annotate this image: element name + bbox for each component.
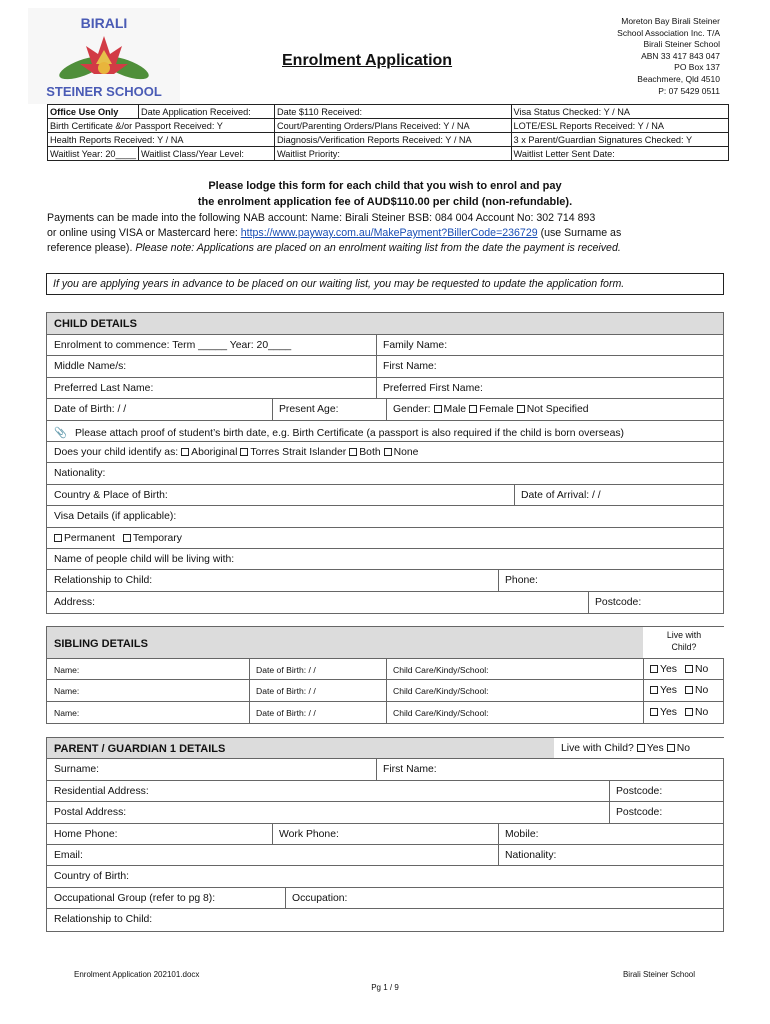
office-use-table: Office Use Only Date Application Received: Date $110 Received: Visa Status Checked: Y / NA Birth Certificate &/or Passport Received: Y Court/Parenting Orders/Plans Received: Y / NA LOTE/ESL Reports Received: Y / NA Health Reports Received: Y / NA Diagnosis/Verification Reports Received: Y / NA 3 x Parent/Guardian Signatures Checked: Y Waitlist Year: 20____ Waitlist Class/Year Level: Waitlist Priority: Waitlist Letter Sent Date: [47, 104, 729, 161]
parent-country-birth-field[interactable]: Country of Birth: [54, 871, 130, 883]
preferred-first-name-field[interactable]: Preferred First Name: [383, 382, 483, 394]
paperclip-icon: 📎 [54, 427, 67, 439]
both-checkbox[interactable] [349, 448, 357, 456]
payment-line-3: reference please). Please note: Applications are placed on an enrolment waiting list from the date the payment is received. [47, 242, 621, 254]
parent-surname-field[interactable]: Surname: [54, 764, 100, 776]
sibling-3-dob[interactable]: Date of Birth: / / [256, 707, 316, 718]
identify-field: Does your child identify as: Aboriginal Torres Strait Islander Both None [54, 446, 419, 458]
postal-address-field[interactable]: Postal Address: [54, 807, 127, 819]
update-notice: If you are applying years in advance to be placed on our waiting list, you may be requested to update the application form. [46, 273, 724, 295]
proof-note: 📎 Please attach proof of student’s birth date, e.g. Birth Certificate (a passport is also required if the child is born overseas) [54, 427, 625, 439]
sibling-1-yes-checkbox[interactable] [650, 665, 658, 673]
aboriginal-checkbox[interactable] [181, 448, 189, 456]
sibling-1-care[interactable]: Child Care/Kindy/School: [393, 665, 489, 675]
address-field[interactable]: Address: [54, 596, 96, 608]
parent-details-header: PARENT / GUARDIAN 1 DETAILS [54, 743, 226, 755]
gender-male-checkbox[interactable] [434, 405, 442, 413]
sibling-1-no-checkbox[interactable] [685, 665, 693, 673]
footer-filename: Enrolment Application 202101.docx [74, 970, 200, 979]
home-phone-field[interactable]: Home Phone: [54, 828, 118, 840]
occupational-group-field[interactable]: Occupational Group (refer to pg 8): [54, 892, 216, 904]
gender-female-checkbox[interactable] [469, 405, 477, 413]
child-details-section [46, 312, 724, 614]
relationship-field[interactable]: Relationship to Child: [54, 575, 153, 587]
sibling-1-name[interactable]: Name: [54, 665, 80, 675]
family-name-field[interactable]: Family Name: [383, 340, 448, 351]
middle-name-field[interactable]: Middle Name/s: [54, 361, 127, 373]
none-checkbox[interactable] [384, 448, 392, 456]
page-title: Enrolment Application [282, 52, 453, 69]
enrolment-commence-field[interactable]: Enrolment to commence: Term _____ Year: 20____ [54, 340, 292, 351]
visa-type-field: Permanent Temporary [47, 528, 182, 548]
mobile-field[interactable]: Mobile: [505, 828, 539, 840]
payway-link[interactable]: https://www.payway.com.au/MakePayment?BillerCode=236729 [240, 227, 538, 239]
nationality-field[interactable]: Nationality: [54, 468, 106, 480]
lodge-instruction-1: Please lodge this form for each child that you wish to enrol and pay [208, 180, 562, 192]
phone-field[interactable]: Phone: [505, 575, 538, 587]
page-number: Pg 1 / 9 [371, 983, 399, 992]
sibling-details-header: SIBLING DETAILS [54, 638, 148, 650]
residential-address-field[interactable]: Residential Address: [54, 785, 149, 797]
logo-bottom-text: STEINER SCHOOL [46, 84, 162, 99]
sibling-2-dob[interactable]: Date of Birth: / / [256, 686, 316, 697]
work-phone-field[interactable]: Work Phone: [279, 828, 339, 840]
present-age-field[interactable]: Present Age: [279, 404, 339, 416]
school-logo [28, 8, 180, 104]
sibling-2-no-checkbox[interactable] [685, 686, 693, 694]
sibling-3-live: Yes No [643, 702, 708, 723]
residential-postcode-field[interactable]: Postcode: [616, 785, 663, 797]
school-address: Moreton Bay Birali Steiner School Association Inc. T/A Birali Steiner School ABN 33 417 843 047 PO Box 137 Beachmere, Qld 4510 P: 07 5429 0511 [617, 16, 720, 96]
occupation-field[interactable]: Occupation: [292, 892, 348, 904]
parent-guardian-1-section [46, 737, 724, 932]
footer-school: Birali Steiner School [622, 970, 695, 979]
parent-live-yes-checkbox[interactable] [637, 744, 645, 752]
sibling-1-dob[interactable]: Date of Birth: / / [256, 665, 316, 675]
sibling-details-section [46, 626, 724, 724]
payment-line-2: or online using VISA or Mastercard here: https://www.payway.com.au/MakePayment?BillerCode=236729 (use Surname as [47, 227, 622, 239]
sibling-3-care[interactable]: Child Care/Kindy/School: [393, 707, 489, 718]
sibling-2-name[interactable]: Name: [54, 686, 80, 697]
first-name-field[interactable]: First Name: [383, 361, 437, 373]
child-details-header: CHILD DETAILS [47, 313, 723, 335]
torres-strait-checkbox[interactable] [240, 448, 248, 456]
sibling-live-with-header: Live with Child? [643, 627, 725, 658]
permanent-checkbox[interactable] [54, 534, 62, 542]
parent-live-with: Live with Child? Yes No [554, 738, 725, 758]
living-with-field[interactable]: Name of people child will be living with: [54, 553, 235, 565]
sibling-3-name[interactable]: Name: [54, 707, 80, 718]
parent-first-name-field[interactable]: First Name: [383, 764, 437, 776]
sibling-1-live: Yes No [643, 659, 708, 679]
payment-line-1: Payments can be made into the following NAB account: Name: Birali Steiner BSB: 084 004 Account No: 302 714 893 [47, 212, 596, 224]
lodge-instruction-2: the enrolment application fee of AUD$110.00 per child (non-refundable). [197, 196, 573, 208]
parent-live-no-checkbox[interactable] [667, 744, 675, 752]
sibling-3-yes-checkbox[interactable] [650, 708, 658, 716]
visa-details-field[interactable]: Visa Details (if applicable): [54, 511, 177, 523]
sibling-3-no-checkbox[interactable] [685, 708, 693, 716]
sibling-2-yes-checkbox[interactable] [650, 686, 658, 694]
logo-top-text: BIRALI [80, 15, 128, 31]
preferred-last-name-field[interactable]: Preferred Last Name: [54, 382, 154, 394]
gender-field: Gender: Male Female Not Specified [393, 404, 589, 416]
parent-relationship-field[interactable]: Relationship to Child: [54, 914, 153, 926]
arrival-date-field[interactable]: Date of Arrival: / / [521, 489, 601, 501]
email-field[interactable]: Email: [54, 849, 83, 861]
gender-not-specified-checkbox[interactable] [517, 405, 525, 413]
parent-nationality-field[interactable]: Nationality: [505, 849, 557, 861]
postcode-field[interactable]: Postcode: [595, 596, 642, 608]
country-birth-field[interactable]: Country & Place of Birth: [54, 489, 168, 501]
temporary-checkbox[interactable] [123, 534, 131, 542]
dob-field[interactable]: Date of Birth: / / [54, 404, 127, 416]
postal-postcode-field[interactable]: Postcode: [616, 807, 663, 819]
sibling-2-live: Yes No [643, 680, 708, 700]
sibling-2-care[interactable]: Child Care/Kindy/School: [393, 686, 489, 697]
